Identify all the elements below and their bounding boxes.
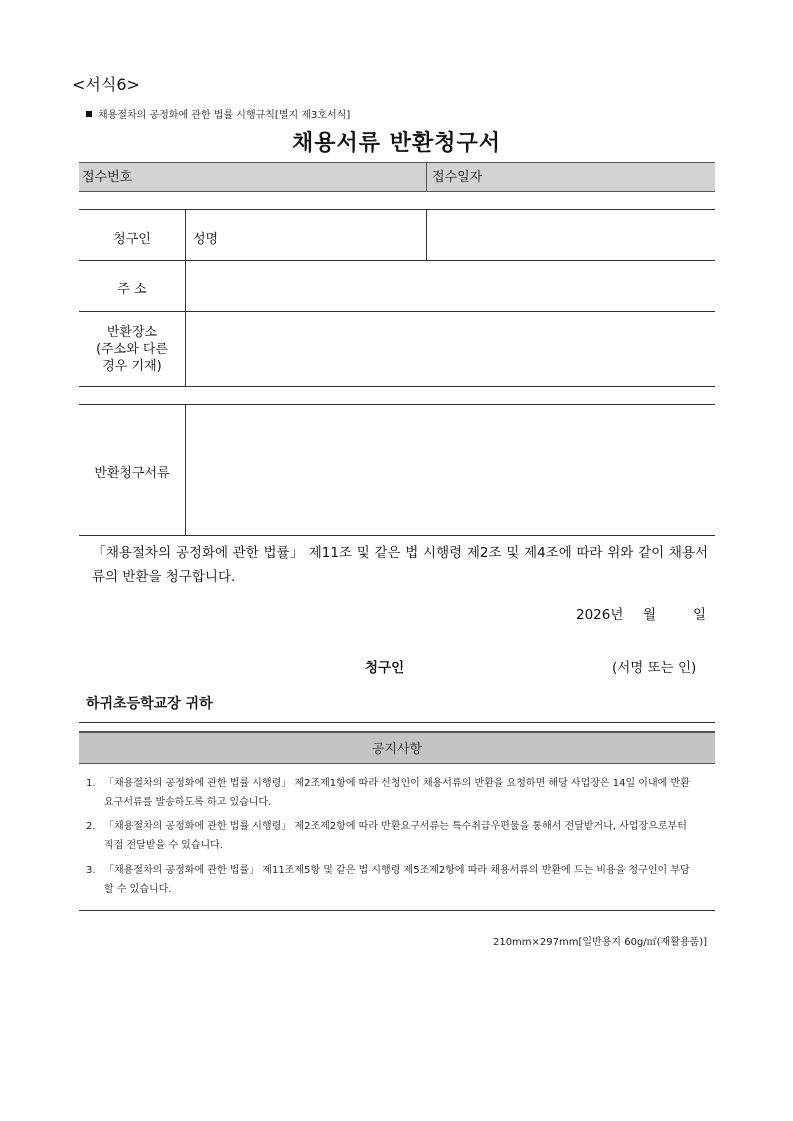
reception-band: [79, 162, 715, 192]
recipient: 하귀초등학교장 귀하: [86, 696, 213, 712]
notice-item-number: 1.: [86, 778, 96, 789]
notice-item-number: 3.: [86, 865, 96, 876]
name-label: 성명: [193, 232, 219, 247]
page-title: 채용서류 반환청구서: [292, 131, 501, 156]
reception-divider: [426, 162, 427, 191]
notice-bottom-border: [79, 910, 715, 911]
row-divider: [79, 260, 715, 261]
label-column-divider: [185, 209, 186, 386]
documents-label: 반환청구서류: [94, 466, 170, 481]
notice-item-line: 「채용절차의 공정화에 관한 법률」 제11조제5항 및 같은 법 시행령 제5조제2항에 따라 채용서류의 반환에 드는 비용을 청구인이 부담: [104, 865, 690, 876]
notice-item-line: 할 수 있습니다.: [104, 884, 172, 895]
documents-column-divider: [185, 404, 186, 535]
notice-item-line: 「채용절차의 공정화에 관한 법률 시행령」 제2조제1항에 따라 신청인이 채용서류의 반환을 요청하면 해당 사업장은 14일 이내에 반환: [104, 778, 690, 789]
documents-field[interactable]: [189, 407, 713, 533]
name-column-divider: [426, 209, 427, 260]
name-field[interactable]: [430, 212, 713, 258]
reception-date-label: 접수일자: [432, 170, 483, 185]
date-month: 월: [643, 607, 657, 623]
notice-item-line: 요구서류를 발송하도록 하고 있습니다.: [104, 797, 272, 808]
return-place-field[interactable]: [189, 314, 713, 384]
signature-note: (서명 또는 인): [612, 660, 697, 676]
table-top-border: [79, 209, 715, 210]
paper-spec: 210mm×297mm[일반용지 60g/㎡(재활용품)]: [492, 937, 707, 948]
notice-item-line: 직접 전달받을 수 있습니다.: [104, 840, 223, 851]
return-place-label-line: 경우 기재): [102, 359, 162, 374]
notice-item: [104, 817, 714, 855]
documents-top-border: [79, 404, 715, 405]
address-label: 주 소: [117, 282, 147, 297]
law-reference-text: 채용절차의 공정화에 관한 법률 시행규칙[별지 제3호서식]: [98, 110, 351, 121]
return-place-label-line: 반환장소: [106, 325, 158, 340]
form-number: <서식6>: [72, 75, 140, 94]
notice-item: [104, 774, 714, 812]
reception-number-label: 접수번호: [82, 170, 133, 185]
date-year: 2026년: [576, 607, 624, 623]
applicant-label: 청구인: [113, 232, 151, 247]
notice-item-line: 「채용절차의 공정화에 관한 법률 시행령」 제2조제2항에 따라 반환요구서류는 특수취급우편물을 통해서 전달받거나, 사업장으로부터: [104, 821, 687, 832]
bullet-square-icon: [86, 111, 92, 117]
return-place-label-line: (주소와 다른: [96, 342, 168, 357]
notice-item: [104, 861, 714, 899]
signature-label: 청구인: [365, 660, 405, 676]
date-day: 일: [693, 607, 707, 623]
law-reference: [86, 106, 350, 121]
row-divider: [79, 311, 715, 312]
return-place-label: [79, 324, 185, 375]
declaration-text: 「채용절차의 공정화에 관한 법률」 제11조 및 같은 법 시행령 제2조 및 제4조에 따라 위와 같이 채용서류의 반환을 청구합니다.: [92, 545, 708, 585]
table-bottom-border: [79, 386, 715, 387]
address-field[interactable]: [189, 263, 713, 309]
documents-bottom-border: [79, 535, 715, 536]
notice-title: 공지사항: [371, 742, 423, 757]
notice-top-border: [79, 722, 715, 723]
notice-item-number: 2.: [86, 821, 96, 832]
